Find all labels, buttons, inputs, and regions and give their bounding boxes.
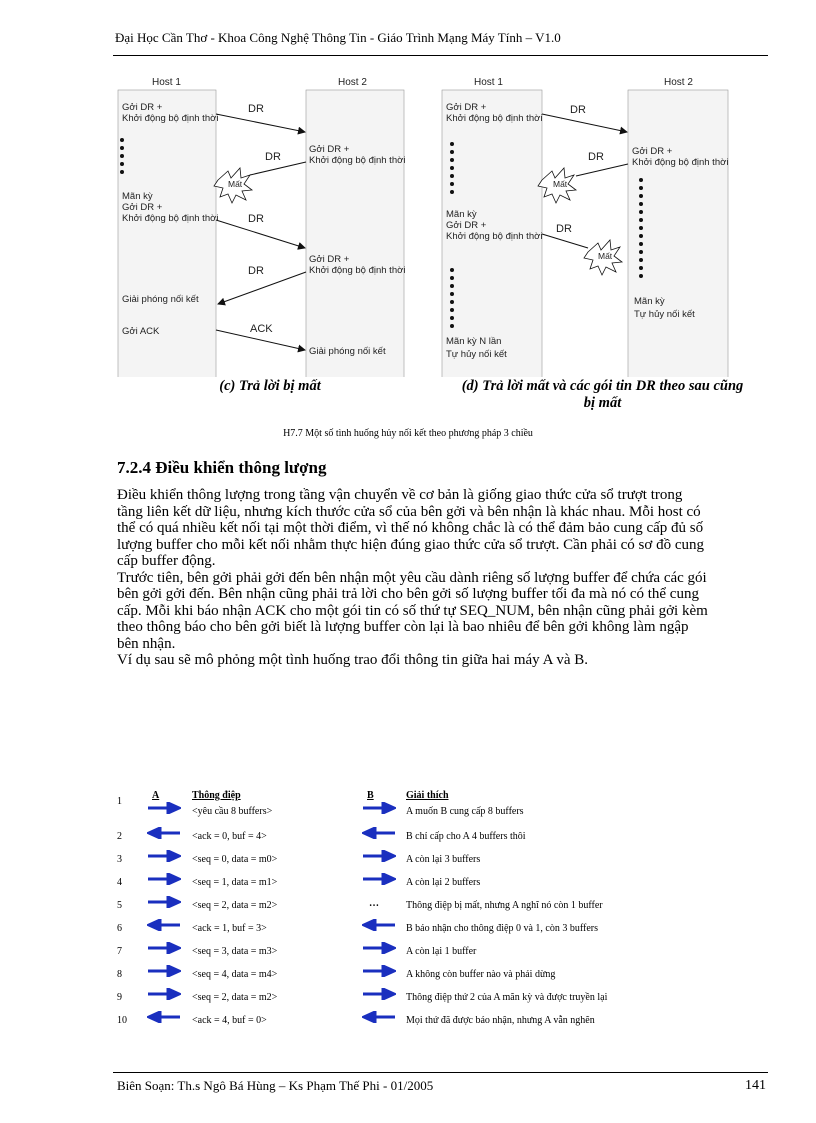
figure-caption: H7.7 Một số tình huống hủy nối kết theo phương pháp 3 chiều bbox=[283, 428, 533, 439]
message-cell: <ack = 0, buf = 4> bbox=[192, 831, 267, 842]
explanation-cell: B chỉ cấp cho A 4 buffers thôi bbox=[406, 831, 526, 842]
row-number: 3 bbox=[117, 854, 122, 865]
explanation-cell: A muốn B cung cấp 8 buffers bbox=[406, 806, 524, 817]
arrow-a-right-icon bbox=[147, 873, 181, 888]
p2-line: bên gởi gởi đến. Bên nhận cũng phải trả lời cho bên gởi số lượng buffer tối đa mà nó có thể cung bbox=[117, 586, 699, 602]
arrow-b-right-icon bbox=[362, 873, 396, 888]
c-arrow-label-5: ACK bbox=[250, 323, 273, 335]
d-right-2: Khởi động bộ định thời bbox=[632, 157, 729, 168]
c-arrow-label-3: DR bbox=[248, 213, 264, 225]
caption-c: (c) Trả lời bị mất bbox=[219, 378, 321, 394]
explanation-cell: Thông điệp thứ 2 của A mãn kỳ và được truyền lại bbox=[406, 992, 608, 1003]
arrow-b-right-icon bbox=[362, 965, 396, 980]
p1-line: lượng buffer cho mỗi kết nối nhằm thực hiện đúng giao thức cửa sổ trượt. Cần phải có sơ đồ cung bbox=[117, 536, 704, 553]
p1-line: cấp buffer động. bbox=[117, 553, 216, 569]
c-arrow-label-4: DR bbox=[248, 265, 264, 277]
p2-line: Trước tiên, bên gởi phải gởi đến bên nhận một yêu cầu dành riêng số lượng buffer để chứa các gói bbox=[117, 569, 707, 586]
d-left-4: Gởi DR + bbox=[446, 220, 487, 231]
explanation-cell: A không còn buffer nào và phải dừng bbox=[406, 969, 556, 980]
diagram-c bbox=[110, 72, 430, 377]
explanation-cell: B báo nhận cho thông điệp 0 và 1, còn 3 buffers bbox=[406, 923, 598, 934]
p3-line: Ví dụ sau sẽ mô phỏng một tình huống trao đổi thông tin giữa hai máy A và B. bbox=[117, 652, 589, 668]
message-cell: <yêu cầu 8 buffers> bbox=[192, 806, 273, 817]
col-b-header: B bbox=[367, 790, 374, 801]
host1-label: Host 1 bbox=[152, 77, 181, 88]
page-number: 141 bbox=[745, 1078, 766, 1093]
c-right-3: Gởi DR + bbox=[309, 254, 350, 265]
arrow-a-left-icon bbox=[147, 919, 181, 934]
caption-d-line2: bị mất bbox=[583, 395, 622, 411]
arrow-b-right-icon bbox=[362, 802, 396, 817]
message-cell: <seq = 2, data = m2> bbox=[192, 992, 278, 1003]
explanation-cell: A còn lại 1 buffer bbox=[406, 946, 477, 957]
d-arrow-dr-lost-1 bbox=[576, 164, 628, 176]
row-number: 9 bbox=[117, 992, 122, 1003]
d-right-3: Mãn kỳ bbox=[634, 296, 665, 307]
message-cell: <ack = 4, buf = 0> bbox=[192, 1015, 267, 1026]
col-msg-header: Thông điệp bbox=[192, 790, 241, 801]
row-number: 8 bbox=[117, 969, 122, 980]
d-arrow-label-3: DR bbox=[556, 223, 572, 235]
d-arrow-label-2: DR bbox=[588, 151, 604, 163]
arrow-b-left-icon bbox=[362, 919, 396, 934]
arrow-a-right-icon bbox=[147, 896, 181, 911]
d-left-3: Mãn kỳ bbox=[446, 209, 477, 220]
d-left-1: Gởi DR + bbox=[446, 102, 487, 113]
row-number: 6 bbox=[117, 923, 122, 934]
p1-line: tầng liên kết dữ liệu, nhưng kích thước cửa sổ của bên gởi và bên nhận là khác nhau. Mỗi host có bbox=[117, 503, 701, 520]
c-right-1: Gởi DR + bbox=[309, 144, 350, 155]
c-right-5: Giải phóng nối kết bbox=[309, 346, 386, 357]
header-rule bbox=[113, 55, 768, 56]
arrow-a-right-icon bbox=[147, 942, 181, 957]
arrow-dr-lost bbox=[250, 162, 306, 175]
explanation-cell: Thông điệp bị mất, nhưng A nghĩ nó còn 1 buffer bbox=[406, 900, 603, 911]
explanation-cell: Mọi thứ đã được báo nhận, nhưng A vẫn nghẽn bbox=[406, 1015, 595, 1026]
c-left-5: Khởi động bộ định thời bbox=[122, 213, 219, 224]
caption-d-line1: (d) Trả lời mất và các gói tin DR theo sau cũng bbox=[461, 378, 744, 394]
buffer-table bbox=[117, 790, 767, 1040]
running-header: Đại Học Cần Thơ - Khoa Công Nghệ Thông Tin - Giáo Trình Mạng Máy Tính – V1.0 bbox=[115, 30, 561, 45]
c-left-3: Mãn kỳ bbox=[122, 191, 153, 202]
c-left-7: Gởi ACK bbox=[122, 326, 160, 337]
section-heading: 7.2.4 Điều khiển thông lượng bbox=[117, 458, 327, 477]
arrow-b-right-icon bbox=[362, 850, 396, 865]
d-left-7: Tự hủy nối kết bbox=[446, 349, 507, 360]
arrow-dr-1 bbox=[216, 114, 305, 132]
footer-authors: Biên Soạn: Th.s Ngô Bá Hùng – Ks Phạm Thế Phi - 01/2005 bbox=[117, 1078, 434, 1093]
row-number: 2 bbox=[117, 831, 122, 842]
message-cell: <seq = 2, data = m2> bbox=[192, 900, 278, 911]
p2-line: bên nhận. bbox=[117, 635, 176, 652]
arrow-a-right-icon bbox=[147, 850, 181, 865]
host2-box bbox=[306, 90, 404, 377]
d-right-4: Tự hủy nối kết bbox=[634, 309, 695, 320]
arrow-a-left-icon bbox=[147, 827, 181, 842]
p1-line: thể có quá nhiều kết nối tại một thời điểm, vì thế nó không chắc là có thể đảm bảo cung cấp đủ số bbox=[117, 520, 704, 536]
message-cell: <seq = 4, data = m4> bbox=[192, 969, 278, 980]
arrow-a-left-icon bbox=[147, 1011, 181, 1026]
arrow-a-right-icon bbox=[147, 988, 181, 1003]
p2-line: theo thông báo cho bên gởi biết là lượng buffer còn lại là bao nhiêu để bên gởi không làm ngập bbox=[117, 619, 689, 635]
d-arrow-label-1: DR bbox=[570, 104, 586, 116]
explanation-cell: A còn lại 3 buffers bbox=[406, 854, 481, 865]
row-number: 5 bbox=[117, 900, 122, 911]
d-host1-label: Host 1 bbox=[474, 77, 503, 88]
p2-line: cấp. Mỗi khi báo nhận ACK cho một gói tin có số thứ tự SEQ_NUM, bên nhận cũng phải gởi kèm bbox=[117, 602, 708, 619]
c-left-6: Giải phóng nối kết bbox=[122, 294, 199, 305]
arrow-a-right-icon bbox=[147, 965, 181, 980]
arrow-b-left-icon bbox=[362, 1011, 396, 1026]
message-cell: <seq = 3, data = m3> bbox=[192, 946, 278, 957]
c-arrow-label-2: DR bbox=[265, 151, 281, 163]
d-host2-label: Host 2 bbox=[664, 77, 693, 88]
message-cell: <seq = 1, data = m1> bbox=[192, 877, 278, 888]
arrow-a-right-icon bbox=[147, 802, 181, 817]
d-left-6: Mãn kỳ N lần bbox=[446, 336, 502, 347]
d-arrow-dr-1 bbox=[542, 114, 627, 132]
d-left-2: Khởi động bộ định thời bbox=[446, 113, 543, 124]
caption-d bbox=[435, 378, 770, 412]
d-host2-box bbox=[628, 90, 728, 377]
d-right-1: Gởi DR + bbox=[632, 146, 673, 157]
c-lost-label: Mất bbox=[228, 179, 243, 189]
host2-label: Host 2 bbox=[338, 77, 367, 88]
row-number: 1 bbox=[117, 796, 122, 807]
arrow-b-right-icon bbox=[362, 988, 396, 1003]
diagram-d bbox=[438, 72, 768, 377]
c-right-4: Khởi động bộ định thời bbox=[309, 265, 406, 276]
arrow-b-left-icon bbox=[362, 827, 396, 842]
d-lost-label-1: Mất bbox=[553, 179, 568, 189]
c-right-2: Khởi động bộ định thời bbox=[309, 155, 406, 166]
footer-rule bbox=[113, 1072, 768, 1073]
p1-line: Điều khiển thông lượng trong tầng vận chuyển về cơ bản là giống giao thức cửa sổ trượt trong bbox=[117, 487, 683, 503]
message-cell: <seq = 0, data = m0> bbox=[192, 854, 278, 865]
c-arrow-label-1: DR bbox=[248, 103, 264, 115]
row-number: 10 bbox=[117, 1015, 127, 1026]
col-exp-header: Giải thích bbox=[406, 790, 449, 801]
message-cell: <ack = 1, buf = 3> bbox=[192, 923, 267, 934]
d-arrow-dr-lost-2 bbox=[542, 234, 588, 248]
arrow-b-right-icon bbox=[362, 942, 396, 957]
explanation-cell: A còn lại 2 buffers bbox=[406, 877, 481, 888]
row-number: 7 bbox=[117, 946, 122, 957]
row-number: 4 bbox=[117, 877, 122, 888]
c-left-2: Khởi động bộ định thời bbox=[122, 113, 219, 124]
c-left-1: Gởi DR + bbox=[122, 102, 163, 113]
paragraph-1 bbox=[117, 487, 767, 669]
col-a-header: A bbox=[152, 790, 160, 801]
lost-dots-icon: … bbox=[369, 898, 379, 909]
d-left-5: Khởi động bộ định thời bbox=[446, 231, 543, 242]
d-lost-label-2: Mất bbox=[598, 251, 613, 261]
c-left-4: Gởi DR + bbox=[122, 202, 163, 213]
